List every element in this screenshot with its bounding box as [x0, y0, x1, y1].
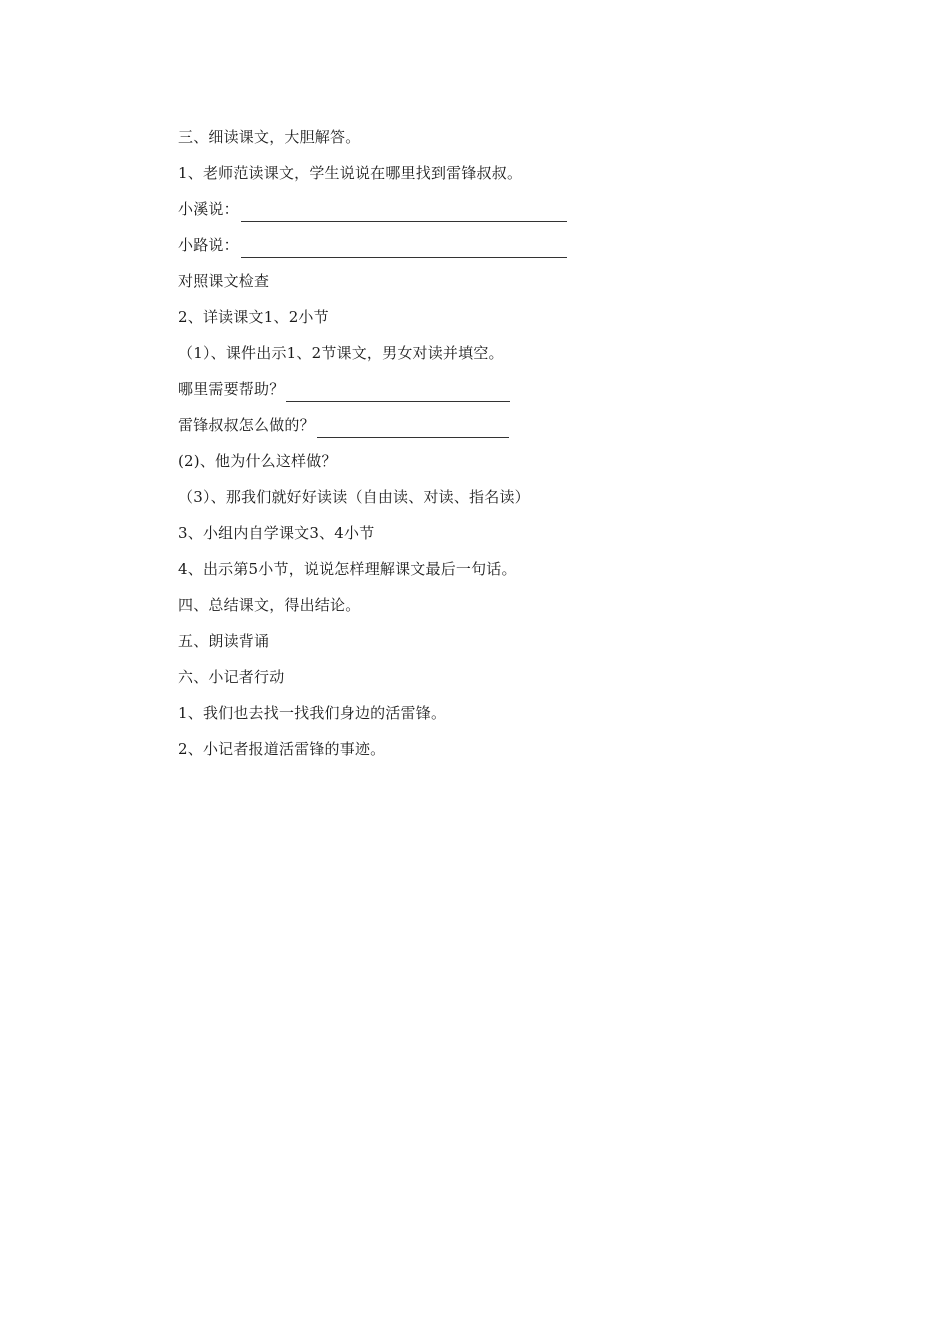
substep-3 — [178, 484, 778, 520]
step-1 — [178, 160, 778, 196]
line-text: （1）、课件出示1、2节课文，男女对读并填空。 — [178, 344, 504, 362]
line-text: 3、小组内自学课文3、4小节 — [178, 524, 375, 542]
line-text: 2、小记者报道活雷锋的事迹。 — [178, 740, 386, 758]
step-4 — [178, 556, 778, 592]
line-text: 1、我们也去找一找我们身边的活雷锋。 — [178, 704, 447, 722]
action-2 — [178, 736, 778, 772]
fill-in-xiaoxi — [178, 196, 778, 232]
line-text: 2、详读课文1、2小节 — [178, 308, 329, 326]
section-heading-6 — [178, 664, 778, 700]
line-text: 1、老师范读课文，学生说说在哪里找到雷锋叔叔。 — [178, 164, 523, 182]
line-text: (2)、他为什么这样做？ — [178, 452, 337, 470]
line-text: 六、小记者行动 — [178, 668, 285, 686]
section-heading-4 — [178, 592, 778, 628]
step-3 — [178, 520, 778, 556]
document-body — [178, 124, 778, 772]
line-label: 小路说： — [178, 236, 239, 254]
line-label: 雷锋叔叔怎么做的？ — [178, 416, 315, 434]
substep-1 — [178, 340, 778, 376]
check-text — [178, 268, 778, 304]
section-heading-3 — [178, 124, 778, 160]
line-label: 小溪说： — [178, 200, 239, 218]
substep-2 — [178, 448, 778, 484]
line-text: 对照课文检查 — [178, 272, 270, 290]
line-text: 五、朗读背诵 — [178, 632, 270, 650]
answer-blank[interactable] — [317, 417, 509, 438]
step-2 — [178, 304, 778, 340]
action-1 — [178, 700, 778, 736]
answer-blank[interactable] — [241, 201, 567, 222]
answer-blank[interactable] — [286, 381, 510, 402]
line-text: 4、出示第5小节，说说怎样理解课文最后一句话。 — [178, 560, 517, 578]
line-text: 四、总结课文，得出结论。 — [178, 596, 361, 614]
fill-in-how-did — [178, 412, 778, 448]
line-text: （3）、那我们就好好读读（自由读、对读、指名读） — [178, 488, 530, 506]
fill-in-xiaolu — [178, 232, 778, 268]
answer-blank[interactable] — [241, 237, 567, 258]
section-heading-5 — [178, 628, 778, 664]
line-text: 三、细读课文，大胆解答。 — [178, 128, 361, 146]
fill-in-where-help — [178, 376, 778, 412]
line-label: 哪里需要帮助？ — [178, 380, 285, 398]
